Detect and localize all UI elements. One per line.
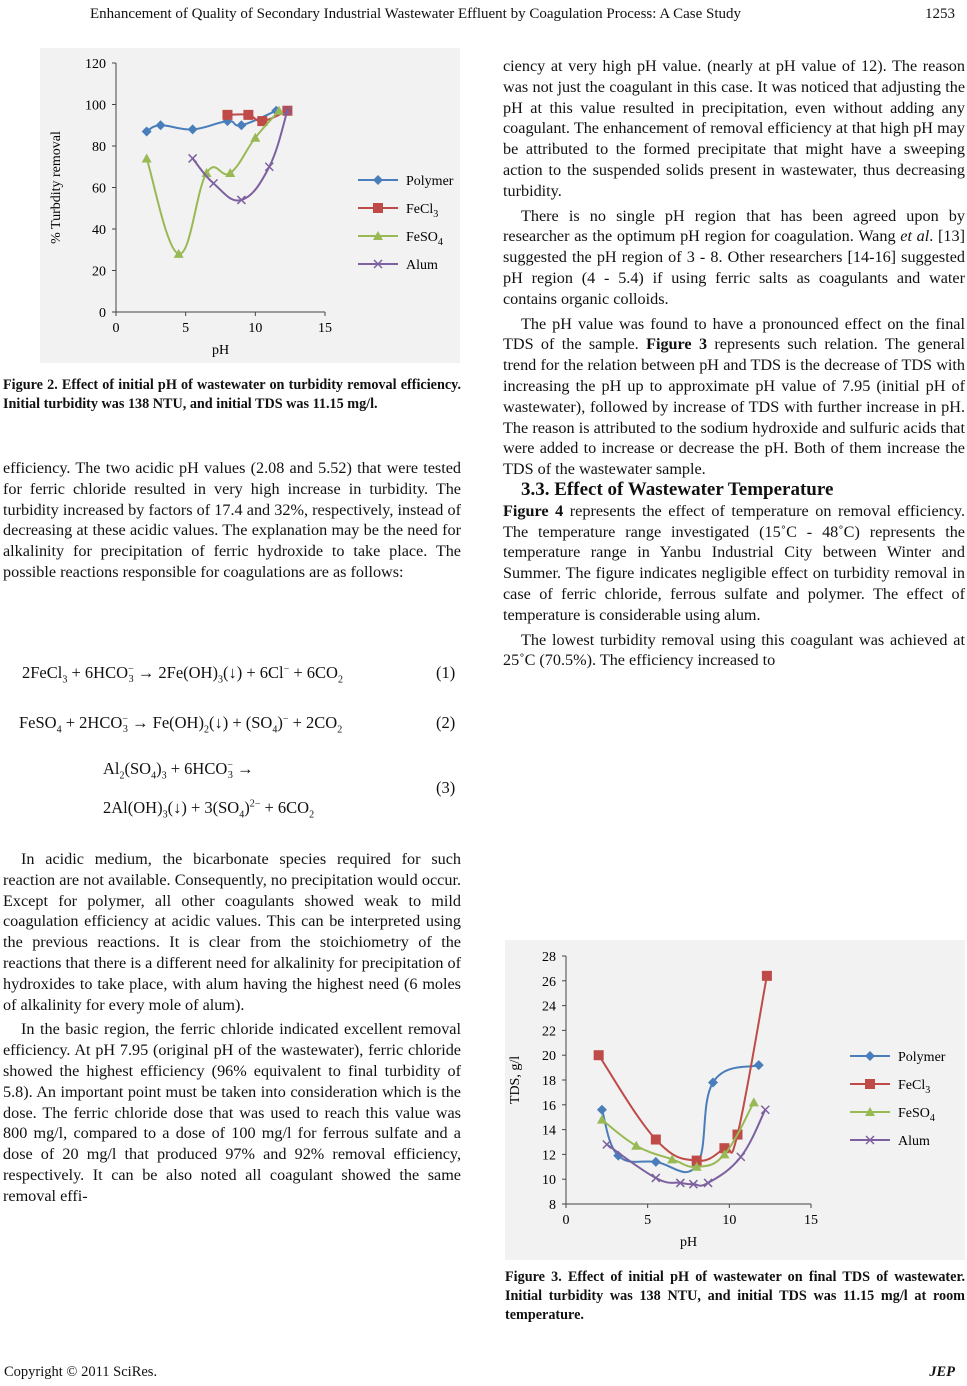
section-heading: 3.3. Effect of Wastewater Temperature <box>521 478 834 500</box>
data-point <box>762 971 772 981</box>
y-tick-label: 20 <box>542 1049 556 1065</box>
x-axis-label: pH <box>679 1235 698 1250</box>
y-axis-label: TDS, g/l <box>508 1055 523 1105</box>
x-tick-label: 5 <box>644 1213 652 1228</box>
data-point <box>865 1079 875 1089</box>
legend-label: Polymer <box>898 1050 946 1065</box>
y-tick-label: 14 <box>542 1123 556 1139</box>
x-tick-label: 5 <box>182 321 190 336</box>
y-tick-label: 22 <box>542 1024 556 1040</box>
y-axis-label: % Turbdity removal <box>49 131 64 244</box>
legend-label: FeSO$_4$ <box>406 230 443 248</box>
page-number: 1253 <box>925 6 955 22</box>
equation-3-number: (3) <box>436 778 456 797</box>
legend-label: Polymer <box>406 174 454 189</box>
legend-label: FeCl$_3$ <box>406 202 439 220</box>
y-tick-label: 120 <box>85 57 106 72</box>
x-tick-label: 10 <box>722 1213 737 1228</box>
y-tick-label: 26 <box>542 974 556 990</box>
x-tick-label: 15 <box>804 1213 818 1228</box>
y-tick-label: 12 <box>542 1148 556 1164</box>
legend-label: FeCl$_3$ <box>898 1078 931 1096</box>
equation-2: FeSO$_4$ + $2HCO^-_3$ → $Fe(OH)_2(↓) + (SO_4)^- + 2CO_2$ <box>19 713 343 736</box>
equation-3-line-1: $Al_2(SO_4)_3 + 6HCO^-_3$ → <box>103 759 254 782</box>
data-point <box>243 110 253 120</box>
data-point <box>222 110 232 120</box>
y-tick-label: 28 <box>542 950 556 965</box>
journal-abbrev: JEP <box>929 1364 955 1380</box>
legend-label: FeSO$_4$ <box>898 1106 935 1124</box>
left-column <box>3 458 461 583</box>
paragraph: efficiency. The two acidic pH values (2.08 and 5.52) that were tested for ferric chloride resulted in very high increase in turbidity. The turbidity increased by factors of 17.4 and 32%, respectively, instead of decreasing at these acidic values. The explanation may be the need for alkalinity for precipitation of ferric hydroxide to take place. The possible reactions responsible for coagulations are as follows: <box>3 459 461 581</box>
figure-2-chart <box>40 48 460 363</box>
x-tick-label: 15 <box>318 321 332 336</box>
copyright: Copyright © 2011 SciRes. <box>4 1364 158 1380</box>
figure-2-caption: Figure 2. Effect of initial pH of wastewater on turbidity removal efficiency. Initial turbidity was 138 NTU, and initial TDS was 11.15 mg/l. <box>3 377 461 412</box>
figure-3-caption: Figure 3. Effect of initial pH of wastewater on final TDS of wastewater. Initial turbidity was 138 NTU, and initial TDS was 11.15 mg/l at room temperature. <box>505 1269 965 1323</box>
paragraph: ciency at very high pH value. (nearly at pH value of 12). The reason was not just the coagulant in this case. It was noticed that adjusting the pH at this value resulted in precipitation, even without adding any coagulant. The enhancement of removal efficiency at that high pH may be attributed to the formed precipitate that might have a sweeping action to the suspended solids present in wastewater, thus decreasing turbidity. <box>503 57 965 200</box>
figure-3-chart <box>505 940 965 1260</box>
running-title: Enhancement of Quality of Secondary Industrial Wastewater Effluent by Coagulation Process: A Case Study <box>90 6 742 22</box>
y-tick-label: 20 <box>92 264 106 280</box>
left-column-lower <box>3 849 461 1207</box>
page-header <box>0 6 967 28</box>
x-tick-label: 0 <box>112 321 120 336</box>
data-point <box>651 1135 661 1145</box>
equation-2-number: (2) <box>436 713 456 732</box>
y-tick-label: 16 <box>542 1098 556 1114</box>
right-column <box>503 56 965 671</box>
y-tick-label: 80 <box>92 140 106 155</box>
paragraph: In acidic medium, the bicarbonate species required for such reaction are not available. Consequently, no precipitation would occur. Except for polymer, all other coagulants showed weak to mild coagulation efficiency at acidic values. This can be interpreted using the previous reactions. It is clear from the stoichiometry of the reactions that there is a different need for alkalinity for precipitation of hydroxides to take place, with alum having the highest need (6 moles of alkalinity for every mole of alum). <box>3 850 461 1014</box>
y-tick-label: 10 <box>542 1173 556 1189</box>
equation-1: 2FeCl$_3$ + $6HCO^-_3$ → $2Fe(OH)_3(↓) + 6Cl^- + 6CO_2$ <box>22 663 343 686</box>
paragraph: There is no single pH region that has been agreed upon by researcher as the optimum pH region for coagulation. Wang et al. [13] suggested the pH region of 3 - 8. Other researchers [14-16] suggested pH region (4 - 5.4) if using ferric salts as coagulants and water contains organic colloids. <box>503 206 966 308</box>
x-axis-label: pH <box>211 343 230 358</box>
paragraph: Figure 4 represents the effect of temperature on removal efficiency. The temperature range investigated (15˚C - 48˚C) represents the temperature range in Yanbu Industrial City between Winter and Summer. The figure indicates negligible effect on turbidity removal in case of ferric chloride, ferrous sulfate and polymer. The effect of temperature is considerable using alum. <box>503 501 966 624</box>
legend-label: Alum <box>406 258 438 273</box>
data-point <box>373 203 383 213</box>
data-point <box>594 1050 604 1060</box>
y-tick-label: 8 <box>549 1198 556 1213</box>
y-tick-label: 40 <box>92 223 106 238</box>
x-tick-label: 0 <box>562 1213 570 1228</box>
equation-1-number: (1) <box>436 663 456 682</box>
paragraph: The lowest turbidity removal using this coagulant was achieved at 25˚C (70.5%). The efficiency increased to <box>503 630 965 670</box>
chart-background <box>505 940 965 1260</box>
y-tick-label: 24 <box>542 999 556 1015</box>
y-tick-label: 60 <box>92 181 106 197</box>
y-tick-label: 18 <box>542 1074 556 1089</box>
paragraph: In the basic region, the ferric chloride indicated excellent removal efficiency. At pH 7.95 (original pH of the wastewater), ferric chloride showed the highest efficiency (96% equivalent to final turbidity of 5.8). An important point must be taken into consideration which is the dose. The ferric chloride dose that was used to reach this value was 800 mg/l, compared to a dose of 100 mg/l for ferrous sulfate and a dose of 20 mg/l that produced 97% and 92% removal efficiency, respectively. It can be also noted all coagulant showed the same removal effi- <box>3 1020 461 1205</box>
y-tick-label: 100 <box>85 98 106 114</box>
equation-3-line-2: $2Al(OH)_3(↓) + 3(SO_4)^{2-} + 6CO_2$ <box>103 798 315 821</box>
x-tick-label: 10 <box>248 321 263 336</box>
paragraph: The pH value was found to have a pronounced effect on the final TDS of the sample. Figure 3 represents such relation. The general trend for the relation between pH and TDS is the decrease of TDS with increasing the pH up to approximate pH value of 7.95 (initial pH of wastewater), followed by increase of TDS with further increase in pH. The reason is attributed to the sodium hydroxide and sulfuric acids that were added to increase or decrease the pH. Both of them increase the TDS of the wastewater sample. <box>503 314 965 479</box>
y-tick-label: 0 <box>99 306 106 321</box>
legend-label: Alum <box>898 1134 930 1149</box>
